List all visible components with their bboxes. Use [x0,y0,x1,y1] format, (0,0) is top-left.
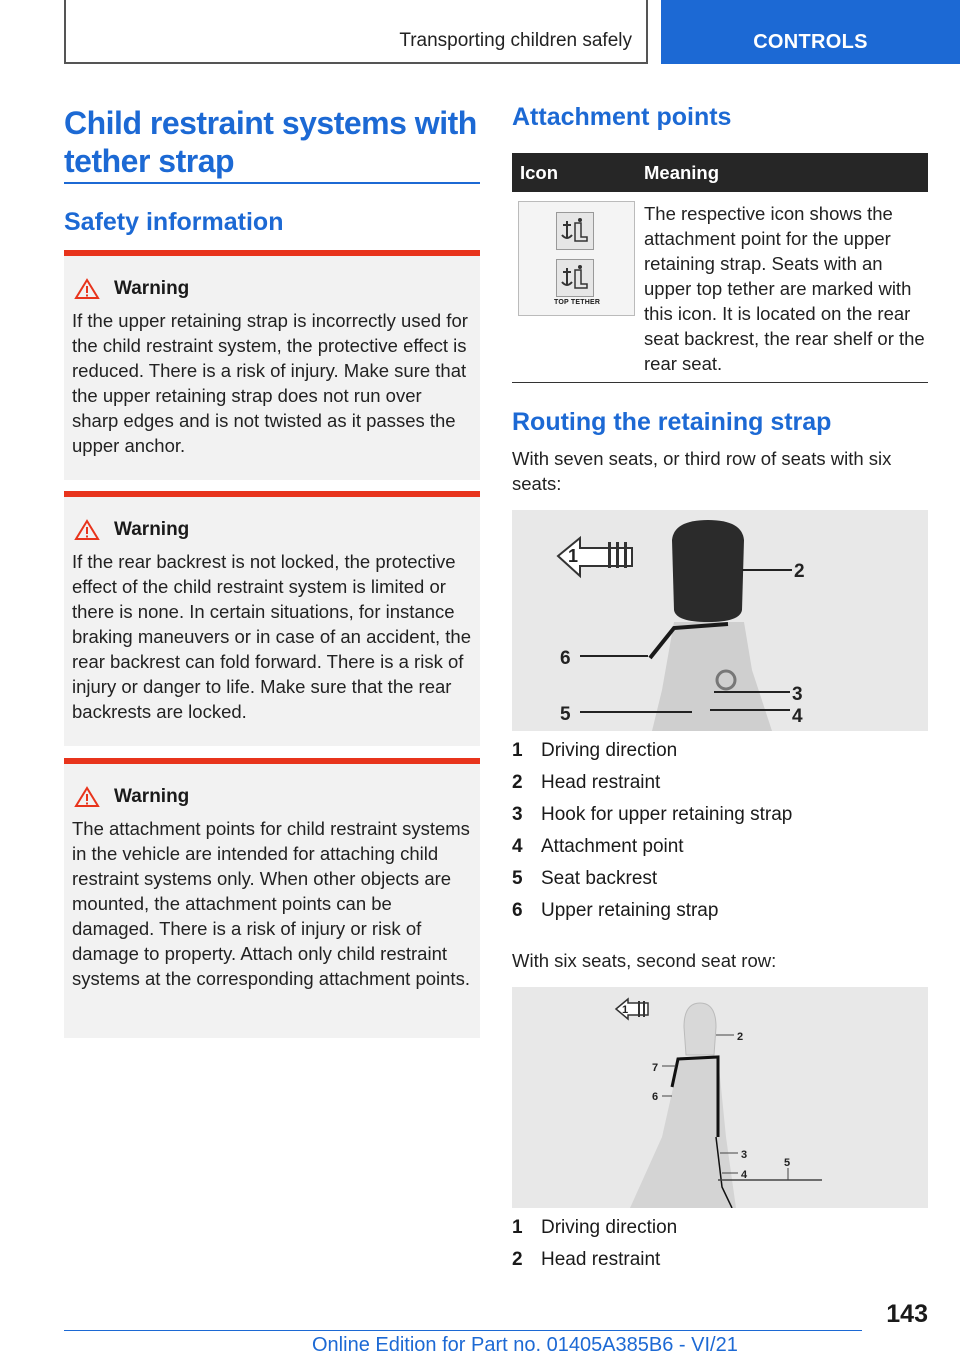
tether-icon-cell [518,201,635,316]
warning-title: Warning [114,786,190,807]
top-tether-label: TOP TETHER [554,299,601,306]
table-header [512,153,928,192]
callout-3: 3 [792,684,803,705]
top-tether-anchor-icon [556,259,594,297]
callout-3: 3 [741,1149,748,1161]
legend-item: 1 Driving direction [512,740,678,761]
legend-item: 3 Hook for upper retaining strap [512,804,793,825]
callout-2: 2 [737,1031,744,1043]
footer-rule [64,1330,862,1331]
warning-triangle-icon [74,278,100,300]
legend-2 [512,1217,677,1281]
warning-text: The attachment points for child restraint systems in the vehicle are intended for attaching child restraint systems only. When other objects are mounted, the attachment points can be damaged. There is a risk of injury or risk of damage to property. Attach only child restraint systems at the corresponding attachment points. [72,818,470,989]
col-icon-header: Icon [520,162,559,183]
page-title: Child restraint systems with tether strap [64,105,477,179]
section-title: Transporting children safely [399,30,632,51]
callout-4: 4 [741,1169,748,1181]
warning-text: If the rear backrest is not locked, the protective effect of the child restraint system is limited or there is none. In certain situations, for instance braking maneuvers or in case of an accident, the rear backrest can fold forward. There is a risk of injury or danger to life. Make sure that the rear backrests are locked. [72,551,472,722]
callout-5: 5 [560,704,571,725]
warning-text: If the upper retaining strap is incorrectly used for the child restraint system, the protective effect is reduced. There is a risk of injury. Make sure that the upper retaining strap does not run over sharp edges and is not twisted as it passes the upper anchor. [72,310,468,456]
routing-heading: Routing the retaining strap [512,408,832,436]
legend-1 [512,740,792,932]
header-box [64,0,648,64]
warning-box-3 [64,758,480,1038]
warning-triangle-icon [74,519,100,541]
legend-item: 1 Driving direction [512,1217,678,1238]
callout-1: 1 [568,546,579,566]
callout-6: 6 [652,1091,659,1103]
warning-triangle-icon [74,786,100,808]
legend-item: 5 Seat backrest [512,868,658,889]
page-number: 143 [886,1300,928,1328]
callout-5: 5 [784,1157,791,1169]
callout-6: 6 [560,648,571,669]
routing-intro: With seven seats, or third row of seats with six seats: [512,448,892,494]
table-rule [512,382,928,383]
warning-title: Warning [114,278,190,299]
seat-diagram-2 [512,987,928,1208]
callout-1: 1 [622,1004,629,1016]
safety-heading: Safety information [64,208,284,236]
controls-tab[interactable]: CONTROLS [661,0,960,64]
title-rule [64,182,480,184]
warning-title: Warning [114,519,190,540]
seat-diagram-1 [512,510,928,731]
legend-item: 6 Upper retaining strap [512,900,719,921]
callout-7: 7 [652,1062,659,1074]
child-seat-anchor-icon [556,212,594,250]
warning-box-2 [64,491,480,746]
warning-box-1 [64,250,480,480]
edition-footer: Online Edition for Part no. 01405A385B6 - VI/21 [312,1334,738,1356]
callout-2: 2 [794,561,805,582]
legend-item: 2 Head restraint [512,1249,661,1270]
meaning-text: The respective icon shows the attachment point for the upper retaining strap. Seats with an upper top tether are marked with this icon. It is located on the rear seat backrest, the rear shelf or the rear seat. [644,203,925,374]
callout-4: 4 [792,706,803,727]
second-row-intro: With six seats, second seat row: [512,950,777,971]
col-meaning-header: Meaning [644,162,720,183]
legend-item: 2 Head restraint [512,772,661,793]
legend-item: 4 Attachment point [512,836,684,857]
attachment-heading: Attachment points [512,103,732,131]
